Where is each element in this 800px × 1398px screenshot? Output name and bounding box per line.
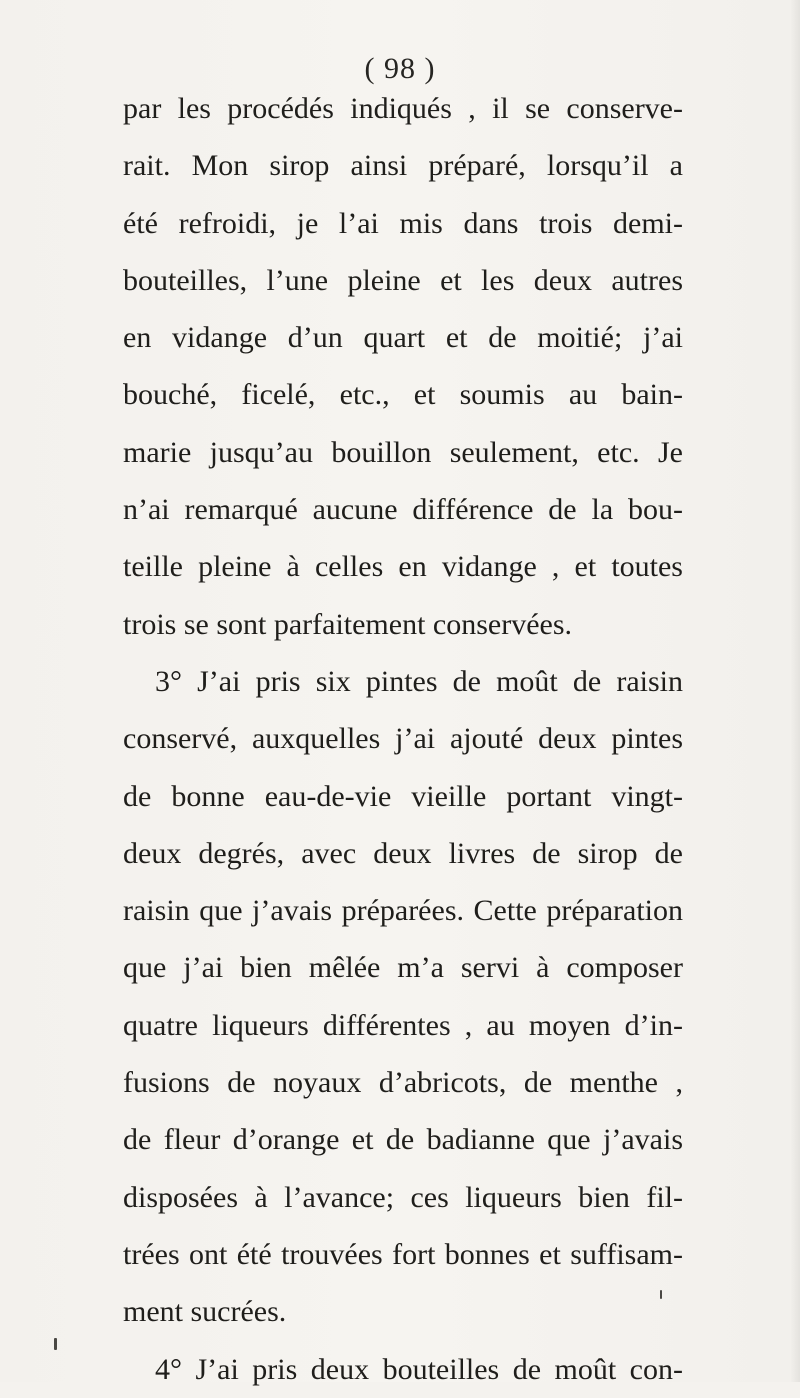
text-line: 3° J’ai pris six pintes de moût de raisin: [155, 664, 683, 698]
text-line: bouché, ficelé, etc., et soumis au bain-: [123, 378, 683, 412]
text-line: en vidange d’un quart et de moitié; j’ai: [123, 321, 683, 355]
text-line: ment sucrées.: [123, 1295, 287, 1329]
text-line: été refroidi, je l’ai mis dans trois demi-: [123, 206, 683, 240]
text-line: disposées à l’avance; ces liqueurs bien fil-: [123, 1180, 683, 1214]
ink-speck: [54, 1338, 57, 1350]
text-line: trois se sont parfaitement conservées.: [123, 607, 573, 641]
text-line: que j’ai bien mêlée m’a servi à composer: [123, 951, 683, 985]
text-line: de fleur d’orange et de badianne que j’avais: [123, 1123, 683, 1157]
text-line: 4° J’ai pris deux bouteilles de moût con-: [155, 1352, 683, 1386]
text-line: de bonne eau-de-vie vieille portant vingt-: [123, 779, 683, 813]
text-line: raisin que j’avais préparées. Cette préparation: [123, 894, 683, 928]
text-line: teille pleine à celles en vidange , et toutes: [123, 550, 683, 584]
text-line: quatre liqueurs différentes , au moyen d’in-: [123, 1008, 683, 1042]
text-line: par les procédés indiqués , il se conserve-: [123, 92, 683, 125]
text-line: n’ai remarqué aucune différence de la bou-: [123, 493, 683, 527]
text-line: conservé, auxquelles j’ai ajouté deux pintes: [123, 722, 683, 756]
page-edge-shadow: [790, 0, 800, 1382]
text-line: bouteilles, l’une pleine et les deux autres: [123, 263, 683, 297]
text-line: fusions de noyaux d’abricots, de menthe ,: [123, 1066, 683, 1100]
text-line: trées ont été trouvées fort bonnes et suffisam-: [123, 1237, 683, 1271]
text-line: rait. Mon sirop ainsi préparé, lorsqu’il a: [123, 149, 683, 183]
page-number: ( 98 ): [364, 52, 436, 85]
text-line: deux degrés, avec deux livres de sirop de: [123, 836, 683, 870]
body-text: [123, 80, 683, 1398]
text-line: marie jusqu’au bouillon seulement, etc. Je: [123, 435, 683, 469]
ink-speck: [660, 1290, 662, 1299]
